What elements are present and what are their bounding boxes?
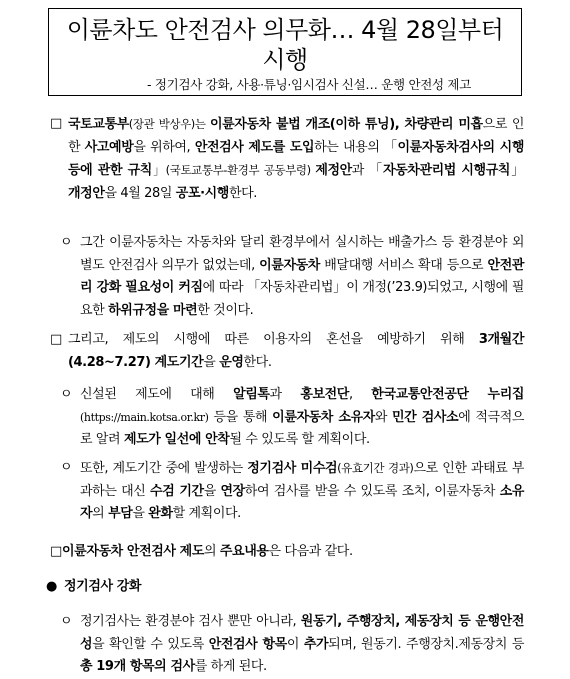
- square-bullet: □: [50, 544, 63, 559]
- paragraph-5: 또한, 계도기간 중에 발생하는 정기검사 미수검(유효기간 경과)으로 인한 과태료 부과하는 대신 수검 기간을 연장하여 검사를 받을 수 있도록 조치, 이륜자동차 소유자의 부담을 완화할 계획이다.: [80, 461, 525, 521]
- paragraph-1: 국토교통부(장관 박상우)는 이륜자동차 불법 개조(이하 튜닝), 차량관리 미흡으로 인한 사고예방을 위하여, 안전검사 제도를 도입하는 내용의 「이륜자동차검사의 시행 등에 관한 규칙」(국토교통부-환경부 공동부령) 제정안과 「자동차관리법 시행규칙」 개정안을 4월 28일 공포·시행한다.: [68, 117, 524, 201]
- circle-bullet: ㅇ: [60, 460, 73, 475]
- page-title: 이륜차도 안전검사 의무화… 4월 28일부터 시행: [66, 16, 504, 74]
- paragraph-6: 이륜자동차 안전검사 제도의 주요내용은 다음과 같다.: [62, 544, 353, 559]
- paragraph-4: 신설된 제도에 대해 알림톡과 홍보전단, 한국교통안전공단 누리집 (https://main.kotsa.or.kr) 등을 통해 이륜자동차 소유자와 민간 검사소에 적극적으로 알려 제도가 일선에 안착될 수 있도록 할 계획이다.: [80, 387, 525, 447]
- circle-bullet: ㅇ: [60, 614, 73, 629]
- page-subtitle: - 정기검사 강화, 사용·튜닝·임시검사 신설… 운행 안전성 제고: [147, 77, 471, 92]
- square-bullet: □: [50, 332, 63, 347]
- paragraph-7: 정기검사는 환경분야 검사 뿐만 아니라, 원동기, 주행장치, 제동장치 등 운행안전성을 확인할 수 있도록 안전검사 항목이 추가되며, 원동기. 주행장치.제동장치 등 총 19개 항목의 검사를 하게 된다.: [80, 614, 525, 674]
- paragraph-3: 그리고, 제도의 시행에 따른 이용자의 혼선을 예방하기 위해 3개월간 (4.28~7.27) 계도기간을 운영한다.: [68, 332, 524, 370]
- title-box: [48, 8, 522, 96]
- circle-bullet: ㅇ: [60, 387, 73, 402]
- filled-circle-bullet: ●: [46, 579, 58, 594]
- circle-bullet: ㅇ: [60, 235, 73, 250]
- section-heading: 정기검사 강화: [64, 579, 142, 594]
- paragraph-2: 그간 이륜자동차는 자동차와 달리 환경부에서 실시하는 배출가스 등 환경분야 외 별도 안전검사 의무가 없었는데, 이륜자동차 배달대행 서비스 확대 등으로 안전관리 강화 필요성이 커짐에 따라 「자동차관리법」이 개정(’23.9)되었고, 시행에 필요한 하위규정을 마련한 것이다.: [80, 235, 525, 318]
- square-bullet: □: [50, 116, 63, 131]
